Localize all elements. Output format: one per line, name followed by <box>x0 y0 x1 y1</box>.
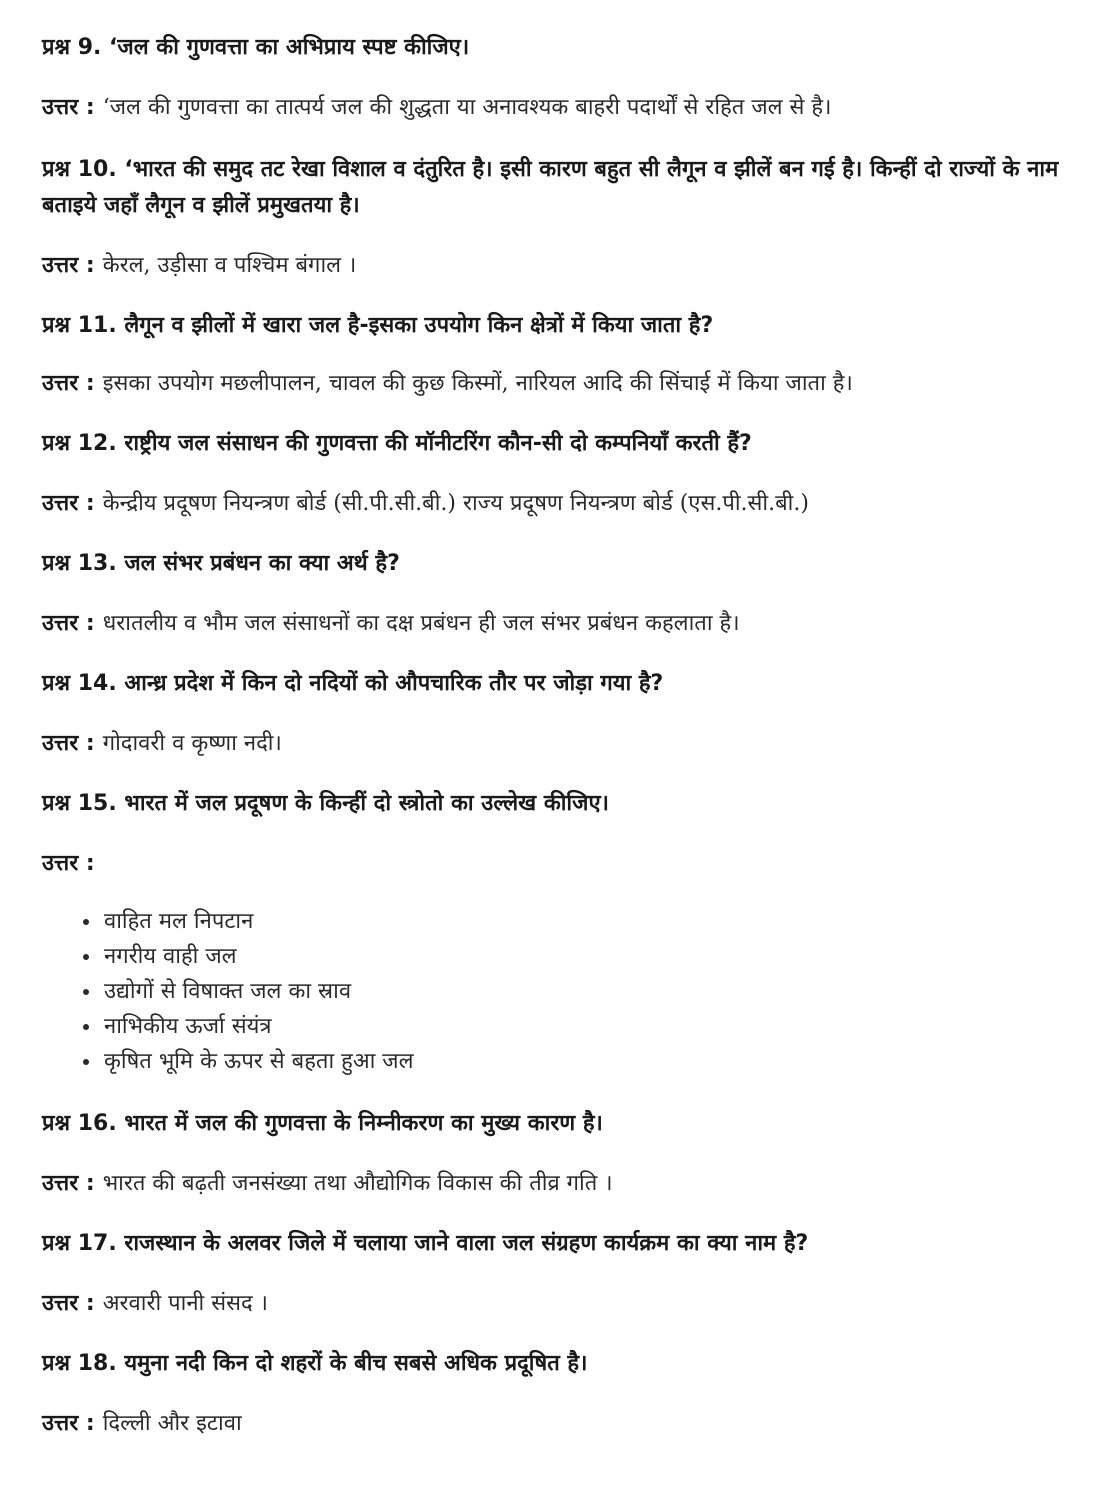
answer-text: अरवारी पानी संसद । <box>102 1291 268 1316</box>
answer-label: उत्तर : <box>42 611 95 636</box>
list-item: • नाभिकीय ऊर्जा संयंत्र <box>102 1009 414 1044</box>
question-10: प्रश्न 10. ‘भारत की समुद तट रेखा विशाल व दंतुरित है। इसी कारण बहुत सी लैगून व झीलें बन गई है। किन्हीं दो राज्यों के नाम बताइये जहाँ लैगून व झीलें प्रमुखतया है। <box>42 157 1059 218</box>
answer-text: केरल, उड़ीसा व पश्चिम बंगाल । <box>102 253 357 278</box>
question-15: प्रश्न 15. भारत में जल प्रदूषण के किन्हीं दो स्त्रोतो का उल्लेख कीजिए। <box>42 791 609 816</box>
question-11: प्रश्न 11. लैगून व झीलों में खारा जल है-इसका उपयोग किन क्षेत्रों में किया जाता है? <box>42 313 714 338</box>
answer-16 <box>42 1166 1082 1202</box>
question-12: प्रश्न 12. राष्ट्रीय जल संसाधन की गुणवत्ता की मॉनीटरिंग कौन-सी दो कम्पनियाँ करती हैं? <box>42 431 752 456</box>
answer-text: ‘जल की गुणवत्ता का तात्पर्य जल की शुद्धता या अनावश्यक बाहरी पदार्थों से रहित जल से है। <box>102 95 832 120</box>
answer-label: उत्तर : <box>42 1171 95 1196</box>
answer-label: उत्तर : <box>42 253 95 278</box>
answer-text: इसका उपयोग मछलीपालन, चावल की कुछ किस्मों, नारियल आदि की सिंचाई में किया जाता है। <box>102 371 853 396</box>
answer-label: उत्तर : <box>42 95 95 120</box>
answer-12 <box>42 486 1082 522</box>
question-16: प्रश्न 16. भारत में जल की गुणवत्ता के निम्नीकरण का मुख्य कारण है। <box>42 1111 603 1136</box>
answer-label: उत्तर : <box>42 1291 95 1316</box>
answer-text: धरातलीय व भौम जल संसाधनों का दक्ष प्रबंधन ही जल संभर प्रबंधन कहलाता है। <box>102 611 740 636</box>
answer-11 <box>42 366 1082 402</box>
list-item: • वाहित मल निपटान <box>102 904 414 939</box>
answer-18 <box>42 1406 1082 1442</box>
list-item: • नगरीय वाही जल <box>102 939 414 974</box>
answer-13 <box>42 606 1082 642</box>
list-item: • कृषित भूमि के ऊपर से बहता हुआ जल <box>102 1044 414 1079</box>
question-9: प्रश्न 9. ‘जल की गुणवत्ता का अभिप्राय स्पष्ट कीजिए। <box>42 35 470 60</box>
answer-label: उत्तर : <box>42 851 95 876</box>
answer-label: उत्तर : <box>42 371 95 396</box>
answer-label: उत्तर : <box>42 1411 95 1436</box>
answer-15 <box>42 846 1082 882</box>
answer-text: दिल्ली और इटावा <box>102 1411 242 1436</box>
question-17: प्रश्न 17. राजस्थान के अलवर जिले में चलाया जाने वाला जल संग्रहण कार्यक्रम का क्या नाम है? <box>42 1231 809 1256</box>
question-18: प्रश्न 18. यमुना नदी किन दो शहरों के बीच सबसे अधिक प्रदूषित है। <box>42 1351 588 1376</box>
answer-text: केन्द्रीय प्रदूषण नियन्त्रण बोर्ड (सी.पी.सी.बी.) राज्य प्रदूषण नियन्त्रण बोर्ड (एस.पी.सी.बी.) <box>102 491 809 516</box>
list-item: • उद्योगों से विषाक्त जल का स्राव <box>102 974 414 1009</box>
answer-10 <box>42 248 1082 284</box>
answer-label: उत्तर : <box>42 491 95 516</box>
answer-label: उत्तर : <box>42 731 95 756</box>
answer-17 <box>42 1286 1082 1322</box>
answer-9 <box>42 90 1082 126</box>
answer-14 <box>42 726 1082 762</box>
question-13: प्रश्न 13. जल संभर प्रबंधन का क्या अर्थ है? <box>42 551 400 576</box>
question-14: प्रश्न 14. आन्ध्र प्रदेश में किन दो नदियों को औपचारिक तौर पर जोड़ा गया है? <box>42 671 664 696</box>
answer-text: भारत की बढ़ती जनसंख्या तथा औद्योगिक विकास की तीव्र गति । <box>102 1171 613 1196</box>
answer-text: गोदावरी व कृष्णा नदी। <box>102 731 282 756</box>
pollution-sources-list <box>62 904 414 1079</box>
